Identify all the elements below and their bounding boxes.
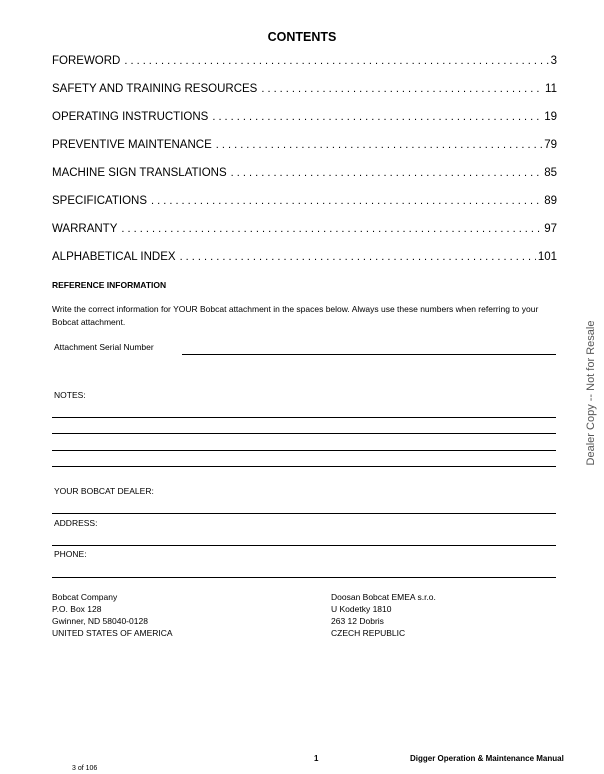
toc-leader-dots [121, 223, 542, 235]
toc-entry-sign-translations[interactable] [52, 167, 557, 195]
toc-entry-page: 97 [544, 223, 557, 235]
table-of-contents [52, 55, 557, 279]
toc-entry-page: 101 [537, 251, 557, 263]
toc-entry-title: MACHINE SIGN TRANSLATIONS [52, 167, 227, 179]
dealer-label: YOUR BOBCAT DEALER: [54, 486, 154, 496]
toc-entry-foreword[interactable] [52, 55, 557, 83]
toc-leader-dots [180, 251, 536, 263]
reference-intro: Write the correct information for YOUR Bobcat attachment in the spaces below. Always use these numbers when referring to your Bobcat attachment. [52, 304, 539, 327]
toc-entry-title: ALPHABETICAL INDEX [52, 251, 176, 263]
footer-page-count: 3 of 106 [72, 765, 98, 772]
address-line: P.O. Box 128 [52, 604, 102, 614]
toc-entry-specifications[interactable] [52, 195, 557, 223]
address-label: ADDRESS: [54, 518, 98, 528]
us-address [52, 591, 173, 639]
toc-leader-dots [231, 167, 543, 179]
dealer-field[interactable] [52, 513, 556, 514]
toc-leader-dots [212, 111, 542, 123]
address-line: UNITED STATES OF AMERICA [52, 628, 173, 638]
address-field[interactable] [52, 545, 556, 546]
toc-entry-title: OPERATING INSTRUCTIONS [52, 111, 209, 123]
notes-line[interactable] [52, 433, 556, 434]
address-line: U Kodetky 1810 [331, 604, 392, 614]
address-line: Gwinner, ND 58040-0128 [52, 616, 148, 626]
toc-entry-title: SAFETY AND TRAINING RESOURCES [52, 83, 258, 95]
notes-line[interactable] [52, 466, 556, 467]
address-line: CZECH REPUBLIC [331, 628, 406, 638]
notes-label: NOTES: [54, 390, 86, 400]
footer-page-number: 1 [314, 754, 319, 763]
serial-number-field[interactable] [182, 354, 556, 355]
address-line: Bobcat Company [52, 592, 118, 602]
page-title: CONTENTS [267, 30, 337, 44]
toc-entry-page: 79 [544, 139, 557, 151]
toc-leader-dots [261, 83, 543, 95]
toc-entry-operating[interactable] [52, 111, 557, 139]
toc-entry-warranty[interactable] [52, 223, 557, 251]
emea-address [331, 591, 436, 639]
toc-entry-title: PREVENTIVE MAINTENANCE [52, 139, 212, 151]
toc-leader-dots [151, 195, 542, 207]
toc-entry-title: WARRANTY [52, 223, 118, 235]
toc-leader-dots [216, 139, 542, 151]
notes-line[interactable] [52, 417, 556, 418]
address-line: 263 12 Dobris [331, 616, 384, 626]
toc-leader-dots [124, 55, 548, 67]
phone-label: PHONE: [54, 549, 87, 559]
phone-field[interactable] [52, 577, 556, 578]
reference-heading: REFERENCE INFORMATION [52, 280, 167, 290]
toc-entry-maintenance[interactable] [52, 139, 557, 167]
toc-entry-title: SPECIFICATIONS [52, 195, 147, 207]
notes-line[interactable] [52, 450, 556, 451]
toc-entry-page: 89 [544, 195, 557, 207]
toc-entry-page: 19 [544, 111, 557, 123]
dealer-copy-stamp: Dealer Copy -- Not for Resale [585, 320, 597, 466]
toc-entry-title: FOREWORD [52, 55, 121, 67]
toc-entry-page: 3 [550, 55, 557, 67]
toc-entry-safety[interactable] [52, 83, 557, 111]
serial-number-label: Attachment Serial Number [54, 342, 154, 352]
footer-manual-title: Digger Operation & Maintenance Manual [410, 754, 564, 763]
toc-entry-index[interactable] [52, 251, 557, 279]
address-line: Doosan Bobcat EMEA s.r.o. [331, 592, 436, 602]
toc-entry-page: 11 [545, 83, 557, 95]
toc-entry-page: 85 [544, 167, 557, 179]
